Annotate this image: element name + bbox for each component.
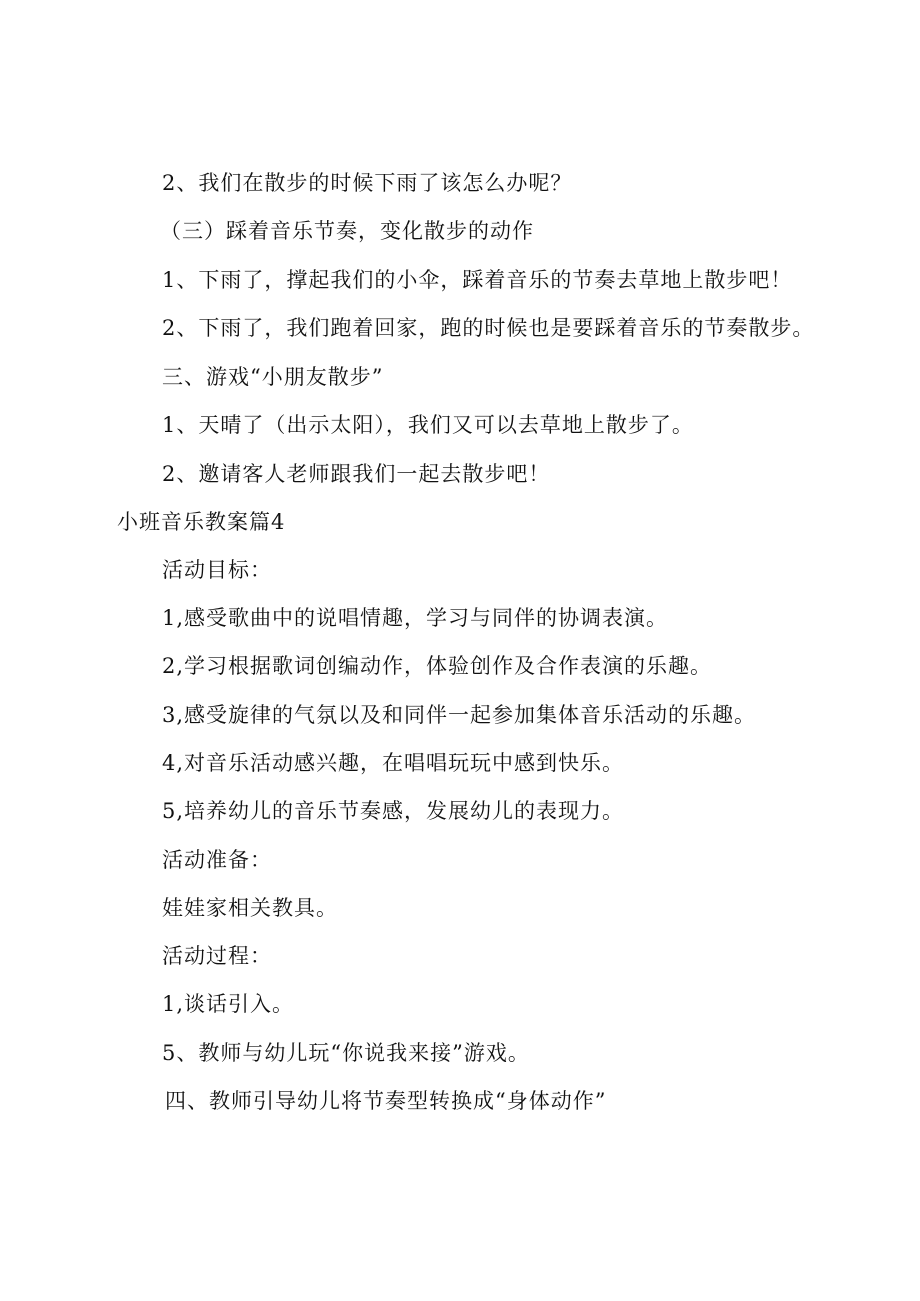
text-line: 娃娃家相关教具。 <box>162 896 338 920</box>
text-line: 2、邀请客人老师跟我们一起去散步吧！ <box>162 462 551 486</box>
list-item: 2,学习根据歌词创编动作，体验创作及合作表演的乐趣。 <box>162 654 713 678</box>
list-item: 1,谈话引入。 <box>162 992 295 1016</box>
section-heading: （三）踩着音乐节奏，变化散步的动作 <box>160 219 534 243</box>
list-item: 4,对音乐活动感兴趣，在唱唱玩玩中感到快乐。 <box>162 751 625 775</box>
lesson-title: 小班音乐教案篇4 <box>117 510 286 534</box>
list-item: 5、教师与幼儿玩“你说我来接”游戏。 <box>162 1041 530 1065</box>
text-line: 1、下雨了，撑起我们的小伞，踩着音乐的节奏去草地上散步吧！ <box>162 268 793 292</box>
section-heading: 活动目标： <box>162 558 272 582</box>
section-heading: 三、游戏“小朋友散步” <box>162 365 384 389</box>
section-heading: 活动过程： <box>162 944 272 968</box>
list-item: 3,感受旋律的气氛以及和同伴一起参加集体音乐活动的乐趣。 <box>162 703 757 727</box>
text-line: 2、下雨了，我们跑着回家，跑的时候也是要踩着音乐的节奏散步。 <box>162 316 815 340</box>
section-heading: 活动准备： <box>162 848 272 872</box>
text-line: 1、天晴了（出示太阳），我们又可以去草地上散步了。 <box>162 413 694 437</box>
section-heading: 四、教师引导幼儿将节奏型转换成“身体动作” <box>165 1089 607 1113</box>
list-item: 5,培养幼儿的音乐节奏感，发展幼儿的表现力。 <box>162 799 625 823</box>
text-line: 2、我们在散步的时候下雨了该怎么办呢？ <box>162 171 573 195</box>
list-item: 1,感受歌曲中的说唱情趣，学习与同伴的协调表演。 <box>162 606 669 630</box>
